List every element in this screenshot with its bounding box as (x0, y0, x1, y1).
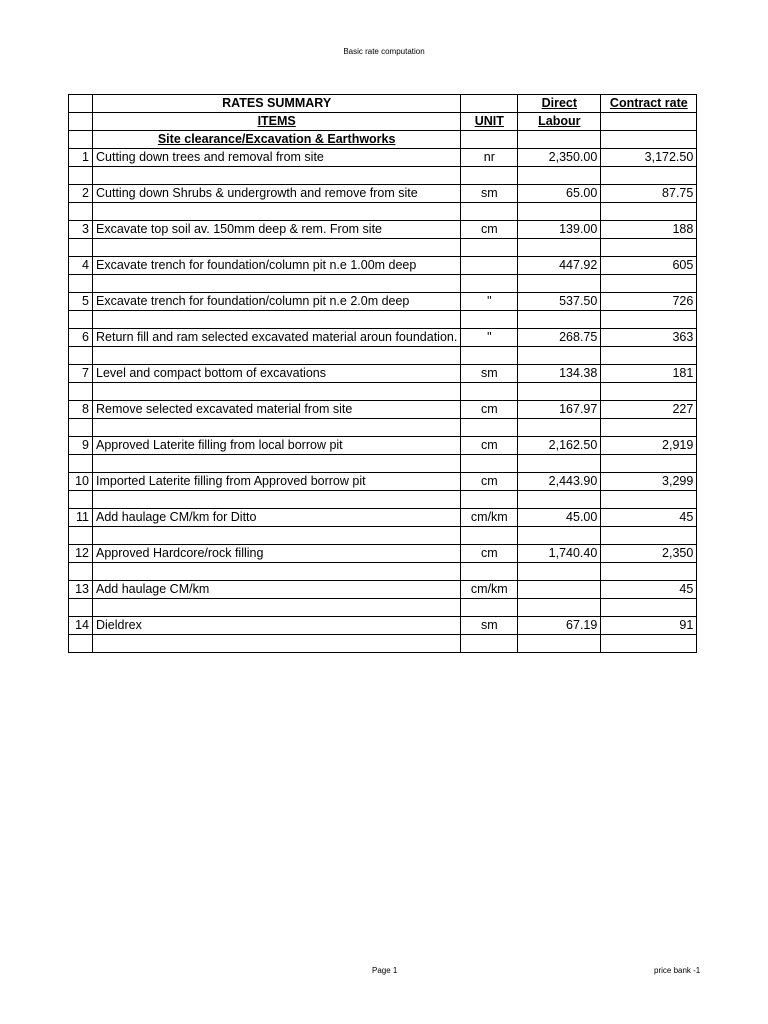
row-contract-rate: 2,350 (601, 545, 697, 563)
row-description: Approved Laterite filling from local borrow pit (93, 437, 461, 455)
row-number: 13 (69, 581, 93, 599)
spacer-row (69, 419, 697, 437)
spacer-row (69, 167, 697, 185)
row-contract-rate: 181 (601, 365, 697, 383)
table-title: RATES SUMMARY (93, 95, 461, 113)
row-unit: cm (461, 221, 518, 239)
row-unit: cm/km (461, 509, 518, 527)
row-description: Add haulage CM/km (93, 581, 461, 599)
table-row (69, 149, 697, 167)
row-direct-labour: 139.00 (518, 221, 601, 239)
row-contract-rate: 45 (601, 581, 697, 599)
contract-header: Contract rate (601, 95, 697, 113)
footer-page-number: Page 1 (372, 966, 398, 975)
row-description: Level and compact bottom of excavations (93, 365, 461, 383)
row-contract-rate: 726 (601, 293, 697, 311)
row-direct-labour: 537.50 (518, 293, 601, 311)
row-direct-labour: 2,162.50 (518, 437, 601, 455)
page-header-title: Basic rate computation (343, 47, 425, 56)
row-number: 1 (69, 149, 93, 167)
row-description: Approved Hardcore/rock filling (93, 545, 461, 563)
row-direct-labour: 268.75 (518, 329, 601, 347)
row-description: Dieldrex (93, 617, 461, 635)
table-row (69, 617, 697, 635)
direct-header-1: Direct (518, 95, 601, 113)
row-direct-labour (518, 581, 601, 599)
row-unit: " (461, 329, 518, 347)
spacer-row (69, 599, 697, 617)
table-row (69, 293, 697, 311)
row-unit: " (461, 293, 518, 311)
row-description: Remove selected excavated material from site (93, 401, 461, 419)
row-direct-labour: 65.00 (518, 185, 601, 203)
row-number: 10 (69, 473, 93, 491)
spacer-row (69, 455, 697, 473)
row-contract-rate: 605 (601, 257, 697, 275)
direct-header-2: Labour (518, 113, 601, 131)
row-unit: cm (461, 473, 518, 491)
row-number: 7 (69, 365, 93, 383)
row-contract-rate: 188 (601, 221, 697, 239)
row-description: Imported Laterite filling from Approved borrow pit (93, 473, 461, 491)
rates-summary-table (68, 94, 697, 653)
row-description: Excavate trench for foundation/column pit n.e 2.0m deep (93, 293, 461, 311)
row-number: 6 (69, 329, 93, 347)
row-unit: sm (461, 617, 518, 635)
row-number: 8 (69, 401, 93, 419)
row-contract-rate: 227 (601, 401, 697, 419)
spacer-row (69, 383, 697, 401)
row-direct-labour: 134.38 (518, 365, 601, 383)
row-unit: nr (461, 149, 518, 167)
row-direct-labour: 1,740.40 (518, 545, 601, 563)
row-direct-labour: 2,443.90 (518, 473, 601, 491)
row-number: 3 (69, 221, 93, 239)
spacer-row (69, 275, 697, 293)
row-number: 9 (69, 437, 93, 455)
spacer-row (69, 311, 697, 329)
table-row (69, 221, 697, 239)
table-row (69, 437, 697, 455)
spacer-row (69, 347, 697, 365)
spacer-row (69, 527, 697, 545)
spacer-row (69, 491, 697, 509)
spacer-row (69, 563, 697, 581)
row-description: Excavate top soil av. 150mm deep & rem. From site (93, 221, 461, 239)
row-number: 4 (69, 257, 93, 275)
table-row (69, 509, 697, 527)
row-contract-rate: 91 (601, 617, 697, 635)
table-row (69, 401, 697, 419)
row-unit: sm (461, 365, 518, 383)
row-unit: cm (461, 545, 518, 563)
row-unit: sm (461, 185, 518, 203)
row-direct-labour: 67.19 (518, 617, 601, 635)
row-number: 5 (69, 293, 93, 311)
row-contract-rate: 87.75 (601, 185, 697, 203)
table-row (69, 473, 697, 491)
row-direct-labour: 447.92 (518, 257, 601, 275)
row-contract-rate: 3,299 (601, 473, 697, 491)
section-title: Site clearance/Excavation & Earthworks (93, 131, 461, 149)
row-unit: cm (461, 401, 518, 419)
table-row (69, 545, 697, 563)
row-number: 12 (69, 545, 93, 563)
row-direct-labour: 167.97 (518, 401, 601, 419)
row-direct-labour: 45.00 (518, 509, 601, 527)
row-contract-rate: 363 (601, 329, 697, 347)
row-number: 2 (69, 185, 93, 203)
spacer-row (69, 203, 697, 221)
row-description: Return fill and ram selected excavated material aroun foundation. (93, 329, 461, 347)
row-contract-rate: 3,172.50 (601, 149, 697, 167)
table-row (69, 329, 697, 347)
row-contract-rate: 45 (601, 509, 697, 527)
unit-header: UNIT (461, 113, 518, 131)
spacer-row (69, 239, 697, 257)
row-description: Add haulage CM/km for Ditto (93, 509, 461, 527)
items-header: ITEMS (93, 113, 461, 131)
footer-sheet-name: price bank -1 (654, 966, 701, 975)
row-description: Cutting down Shrubs & undergrowth and remove from site (93, 185, 461, 203)
row-number: 11 (69, 509, 93, 527)
row-number: 14 (69, 617, 93, 635)
section-row (69, 131, 697, 149)
row-contract-rate: 2,919 (601, 437, 697, 455)
row-unit (461, 257, 518, 275)
table-row (69, 257, 697, 275)
table-row (69, 365, 697, 383)
row-description: Excavate trench for foundation/column pit n.e 1.00m deep (93, 257, 461, 275)
row-unit: cm (461, 437, 518, 455)
header-row-2 (69, 113, 697, 131)
table-row (69, 185, 697, 203)
row-description: Cutting down trees and removal from site (93, 149, 461, 167)
spacer-row (69, 635, 697, 653)
row-unit: cm/km (461, 581, 518, 599)
header-row-1 (69, 95, 697, 113)
row-direct-labour: 2,350.00 (518, 149, 601, 167)
table-row (69, 581, 697, 599)
